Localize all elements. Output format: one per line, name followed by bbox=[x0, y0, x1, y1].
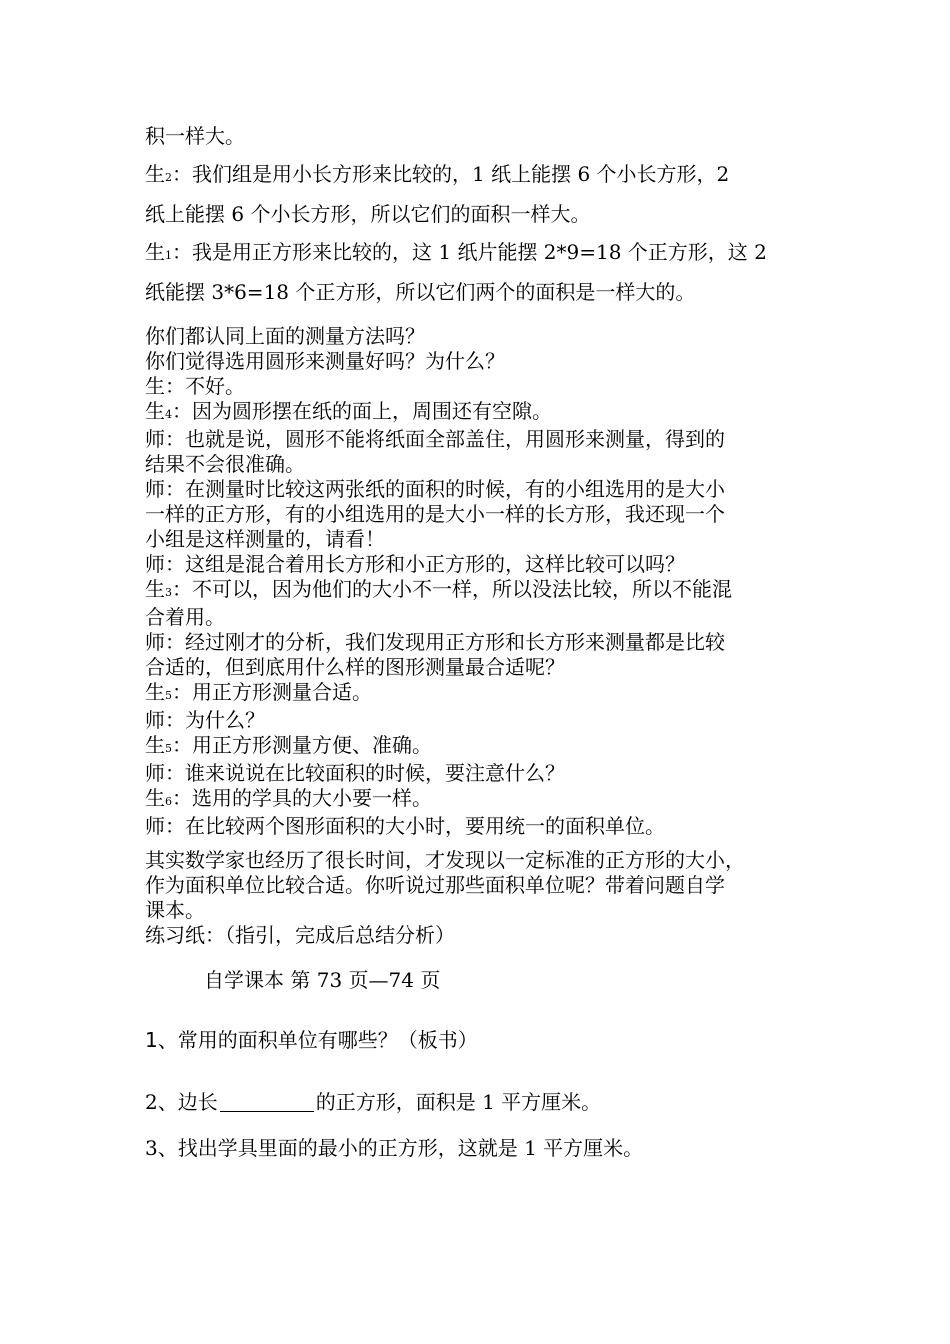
text-line: 结果不会很准确。 bbox=[145, 452, 305, 476]
question-2: 2、边长 的正方形，面积是 1 平方厘米。 bbox=[145, 1090, 602, 1114]
question-1: 1、常用的面积单位有哪些？（板书） bbox=[145, 1028, 478, 1052]
closing-block bbox=[145, 848, 825, 948]
text-line: 课本。 bbox=[145, 898, 205, 922]
text-line: 生5：用正方形测量合适。 bbox=[145, 680, 372, 704]
text-line: 你们觉得选用圆形来测量好吗？为什么？ bbox=[145, 349, 505, 373]
student2-answer-line2: 纸上能摆 6 个小长方形，所以它们的面积一样大。 bbox=[145, 202, 591, 226]
student1-answer-line2: 纸能摆 3*6=18 个正方形，所以它们两个的面积是一样大的。 bbox=[145, 280, 696, 304]
dialogue-block bbox=[145, 324, 825, 839]
text-line: 生：不好。 bbox=[145, 374, 245, 398]
text-line: 积一样大。 bbox=[145, 124, 245, 148]
text-line: 生6：选用的学具的大小要一样。 bbox=[145, 786, 432, 810]
question-3: 3、找出学具里面的最小的正方形，这就是 1 平方厘米。 bbox=[145, 1136, 644, 1160]
text-line: 师：这组是混合着用长方形和小正方形的，这样比较可以吗？ bbox=[145, 552, 685, 576]
text-line: 师：在测量时比较这两张纸的面积的时候，有的小组选用的是大小 bbox=[145, 477, 725, 501]
text-line: 你们都认同上面的测量方法吗？ bbox=[145, 324, 425, 348]
text-line: 一样的正方形，有的小组选用的是大小一样的长方形，我还现一个 bbox=[145, 502, 725, 526]
text-line: 生3：不可以，因为他们的大小不一样，所以没法比较，所以不能混 bbox=[145, 577, 732, 601]
student1-answer-line1: 生1：我是用正方形来比较的，这 1 纸片能摆 2*9=18 个正方形，这 2 bbox=[145, 240, 767, 264]
worksheet-title: 自学课本 第 73 页—74 页 bbox=[204, 968, 441, 992]
text-line: 生4：因为圆形摆在纸的面上，周围还有空隙。 bbox=[145, 399, 552, 423]
text-line: 其实数学家也经历了很长时间，才发现以一定标准的正方形的大小， bbox=[145, 848, 745, 872]
text-line: 小组是这样测量的，请看！ bbox=[145, 527, 385, 551]
intro-block bbox=[145, 118, 825, 310]
text-line: 合适的，但到底用什么样的图形测量最合适呢？ bbox=[145, 655, 565, 679]
text-line: 生5：用正方形测量方便、准确。 bbox=[145, 733, 432, 757]
text-line: 师：谁来说说在比较面积的时候，要注意什么？ bbox=[145, 761, 565, 785]
text-line: 作为面积单位比较合适。你听说过那些面积单位呢？带着问题自学 bbox=[145, 873, 725, 897]
text-line: 合着用。 bbox=[145, 605, 225, 629]
answer-blank[interactable] bbox=[220, 1091, 314, 1112]
text-line: 师：为什么？ bbox=[145, 708, 265, 732]
text-line: 师：经过刚才的分析，我们发现用正方形和长方形来测量都是比较 bbox=[145, 630, 725, 654]
student2-answer-line1: 生2：我们组是用小长方形来比较的，1 纸上能摆 6 个小长方形，2 bbox=[145, 162, 730, 186]
text-line: 师：也就是说，圆形不能将纸面全部盖住，用圆形来测量，得到的 bbox=[145, 427, 725, 451]
text-line: 练习纸：（指引，完成后总结分析） bbox=[145, 923, 455, 947]
text-line: 师：在比较两个图形面积的大小时，要用统一的面积单位。 bbox=[145, 814, 665, 838]
